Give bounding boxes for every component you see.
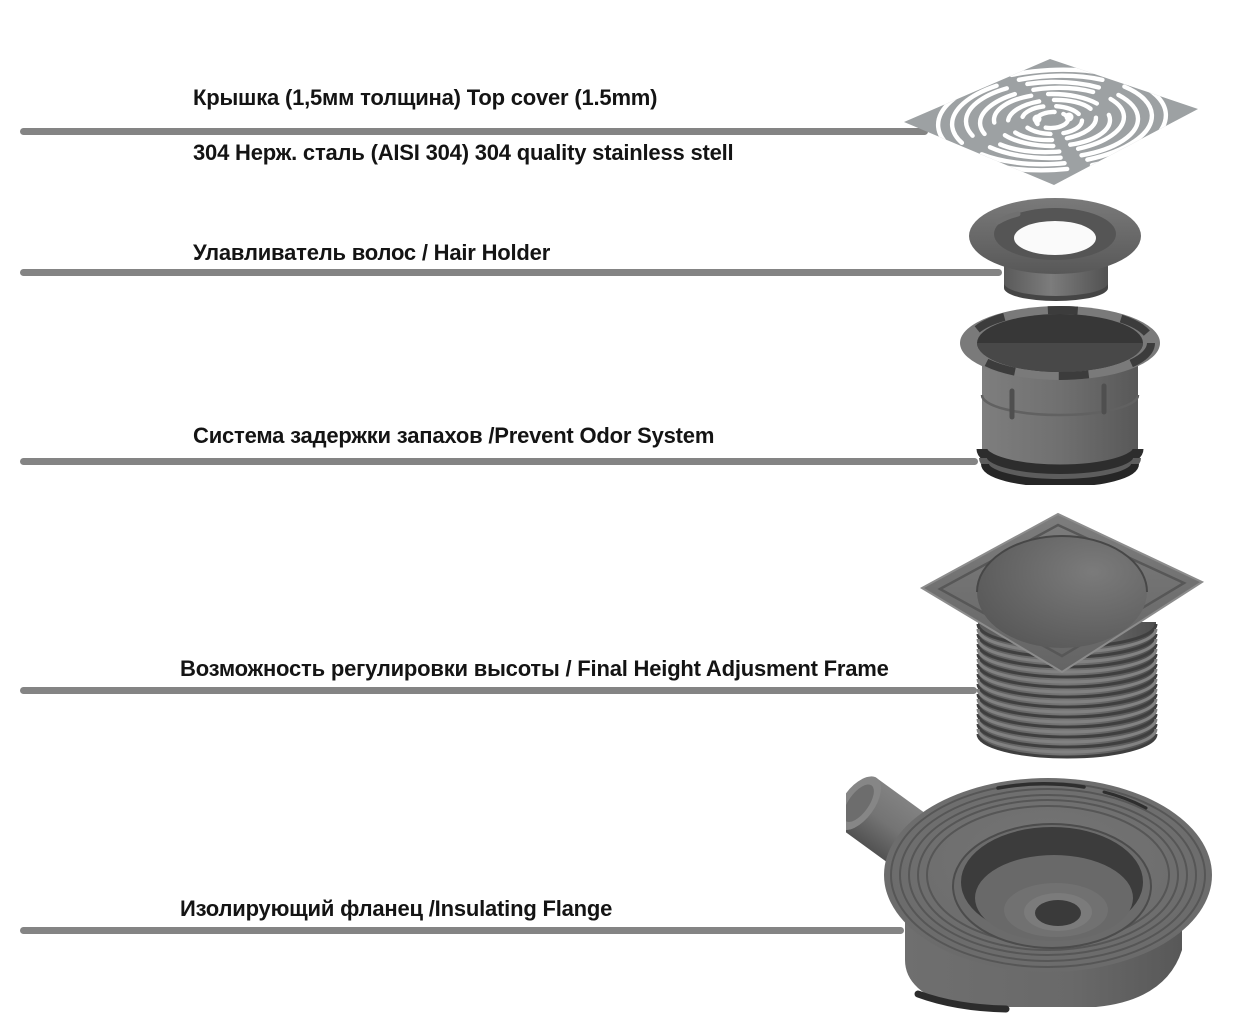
leader-line-height-adjustment-frame (20, 687, 977, 694)
label-height-adjustment-frame: Возможность регулировки высоты / Final Height Adjusment Frame (180, 656, 889, 681)
leader-line-insulating-flange (20, 927, 904, 934)
label-top-cover-material: 304 Нерж. сталь (AISI 304) 304 quality stainless stell (193, 140, 734, 165)
label-prevent-odor-system: Система задержки запахов /Prevent Odor System (193, 423, 715, 448)
leader-line-top-cover (20, 128, 928, 135)
label-hair-holder: Улавливатель волос / Hair Holder (193, 240, 551, 265)
illustration-hair-holder (966, 196, 1144, 307)
leader-line-prevent-odor-system (20, 458, 978, 465)
illustration-top-cover-grate (900, 56, 1202, 193)
label-insulating-flange: Изолирующий фланец /Insulating Flange (180, 896, 613, 921)
label-top-cover: Крышка (1,5мм толщина) Top cover (1.5mm) (193, 85, 658, 110)
illustration-insulating-flange (846, 760, 1236, 1019)
illustration-prevent-odor-system (954, 299, 1166, 490)
illustration-height-adjustment-frame (910, 502, 1214, 765)
leader-line-hair-holder (20, 269, 1002, 276)
